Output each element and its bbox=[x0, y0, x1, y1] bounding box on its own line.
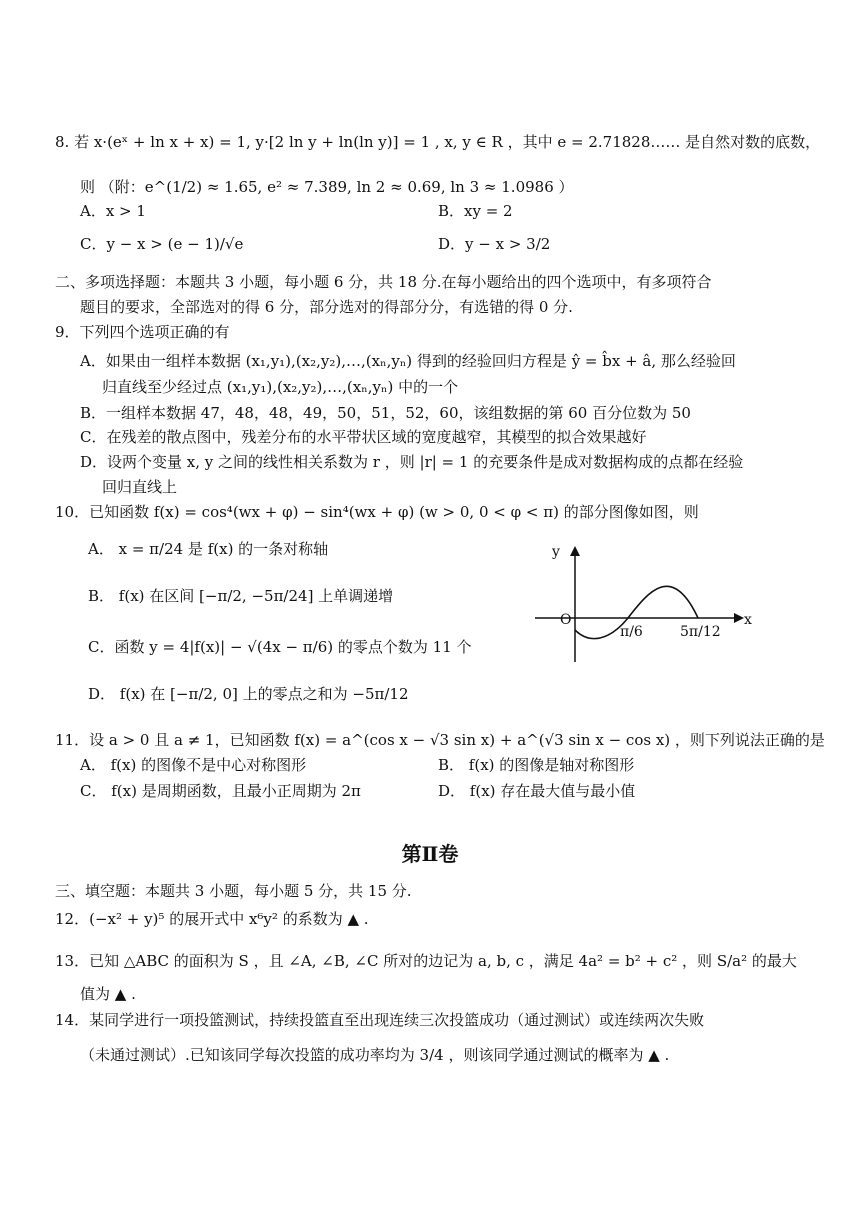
q14-line2: （未通过测试）.已知该同学每次投篮的成功率均为 3/4 ，则该同学通过测试的概率为 ▲ . bbox=[80, 1046, 670, 1064]
q8-option-c: C．y − x > (e − 1)/√e bbox=[80, 235, 244, 253]
q9-option-b: B．一组样本数据 47，48，48，49，50，51，52，60，该组数据的第 60 百分位数为 50 bbox=[80, 404, 691, 422]
section3-header: 三、填空题：本题共 3 小题，每小题 5 分，共 15 分. bbox=[55, 882, 412, 900]
q11-stem: 11．设 a > 0 且 a ≠ 1，已知函数 f(x) = a^(cos x − √3 sin x) + a^(√3 sin x − cos x) ，则下列说法正确的是 bbox=[55, 731, 825, 749]
q8-line2: 则 （附：e^(1/2) ≈ 1.65, e² ≈ 7.389, ln 2 ≈ 0.69, ln 3 ≈ 1.0986 ） bbox=[80, 178, 574, 196]
graph-x-label: x bbox=[744, 612, 752, 628]
q8-option-b: B．xy = 2 bbox=[438, 202, 513, 220]
graph-tick-5pi-12: 5π/12 bbox=[680, 624, 721, 640]
q8-line1: 8. 若 x·(eˣ + ln x + x) = 1, y·[2 ln y + ln(ln y)] = 1 , x, y ∈ R ，其中 e = 2.71828…… 是自然对数的底数， bbox=[55, 133, 821, 151]
q13-line1: 13．已知 △ABC 的面积为 S ，且 ∠A, ∠B, ∠C 所对的边记为 a, b, c ，满足 4a² = b² + c² ，则 S/a² 的最大 bbox=[55, 952, 797, 970]
q10-option-a: A． x = π/24 是 f(x) 的一条对称轴 bbox=[88, 540, 329, 558]
q10-option-b: B． f(x) 在区间 [−π/2, −5π/24] 上单调递增 bbox=[88, 587, 394, 605]
y-axis-arrow-icon bbox=[570, 546, 580, 556]
section2-line1: 二、多项选择题：本题共 3 小题，每小题 6 分，共 18 分.在每小题给出的四个选项中，有多项符合 bbox=[55, 273, 712, 291]
q8-option-a: A．x > 1 bbox=[80, 202, 146, 220]
q9-option-c: C．在残差的散点图中，残差分布的水平带状区域的宽度越窄，其模型的拟合效果越好 bbox=[80, 428, 647, 446]
q10-option-d: D． f(x) 在 [−π/2, 0] 上的零点之和为 −5π/12 bbox=[88, 685, 409, 703]
graph-y-label: y bbox=[552, 544, 560, 560]
section2-line2: 题目的要求，全部选对的得 6 分，部分选对的得部分分，有选错的得 0 分. bbox=[80, 298, 573, 316]
q9-stem: 9．下列四个选项正确的有 bbox=[55, 323, 230, 341]
q13-line2: 值为 ▲ . bbox=[80, 985, 136, 1003]
q11-option-c: C． f(x) 是周期函数，且最小正周期为 2π bbox=[80, 782, 361, 800]
q11-option-b: B． f(x) 的图像是轴对称图形 bbox=[438, 756, 635, 774]
q11-option-a: A． f(x) 的图像不是中心对称图形 bbox=[80, 756, 307, 774]
q10-option-c: C．函数 y = 4|f(x)| − √(4x − π/6) 的零点个数为 11 个 bbox=[88, 638, 472, 656]
q9-option-d-line2: 回归直线上 bbox=[102, 478, 178, 496]
q9-option-a-line1: A．如果由一组样本数据 (x₁,y₁),(x₂,y₂),…,(xₙ,yₙ) 得到的经验回归方程是 ŷ = b̂x + â, 那么经验回 bbox=[80, 352, 736, 370]
q11-option-d: D． f(x) 存在最大值与最小值 bbox=[438, 782, 636, 800]
q8-option-d: D．y − x > 3/2 bbox=[438, 235, 551, 253]
q10-stem: 10．已知函数 f(x) = cos⁴(wx + φ) − sin⁴(wx + φ) (w > 0, 0 < φ < π) 的部分图像如图，则 bbox=[55, 503, 699, 521]
q12: 12．(−x² + y)⁵ 的展开式中 x⁶y² 的系数为 ▲ . bbox=[55, 910, 369, 928]
graph-tick-pi-6: π/6 bbox=[620, 624, 643, 640]
q9-option-a-line2: 归直线至少经过点 (x₁,y₁),(x₂,y₂),…,(xₙ,yₙ) 中的一个 bbox=[102, 378, 459, 396]
q14-line1: 14．某同学进行一项投篮测试，持续投篮直至出现连续三次投篮成功（通过测试）或连续两次失败 bbox=[55, 1011, 705, 1029]
part2-title: 第Ⅱ卷 bbox=[401, 842, 459, 866]
x-axis-arrow-icon bbox=[734, 613, 744, 623]
q9-option-d-line1: D．设两个变量 x, y 之间的线性相关系数为 r ，则 |r| = 1 的充要条件是成对数据构成的点都在经验 bbox=[80, 453, 744, 471]
graph-origin-label: O bbox=[560, 612, 572, 628]
q10-function-graph bbox=[530, 540, 770, 670]
